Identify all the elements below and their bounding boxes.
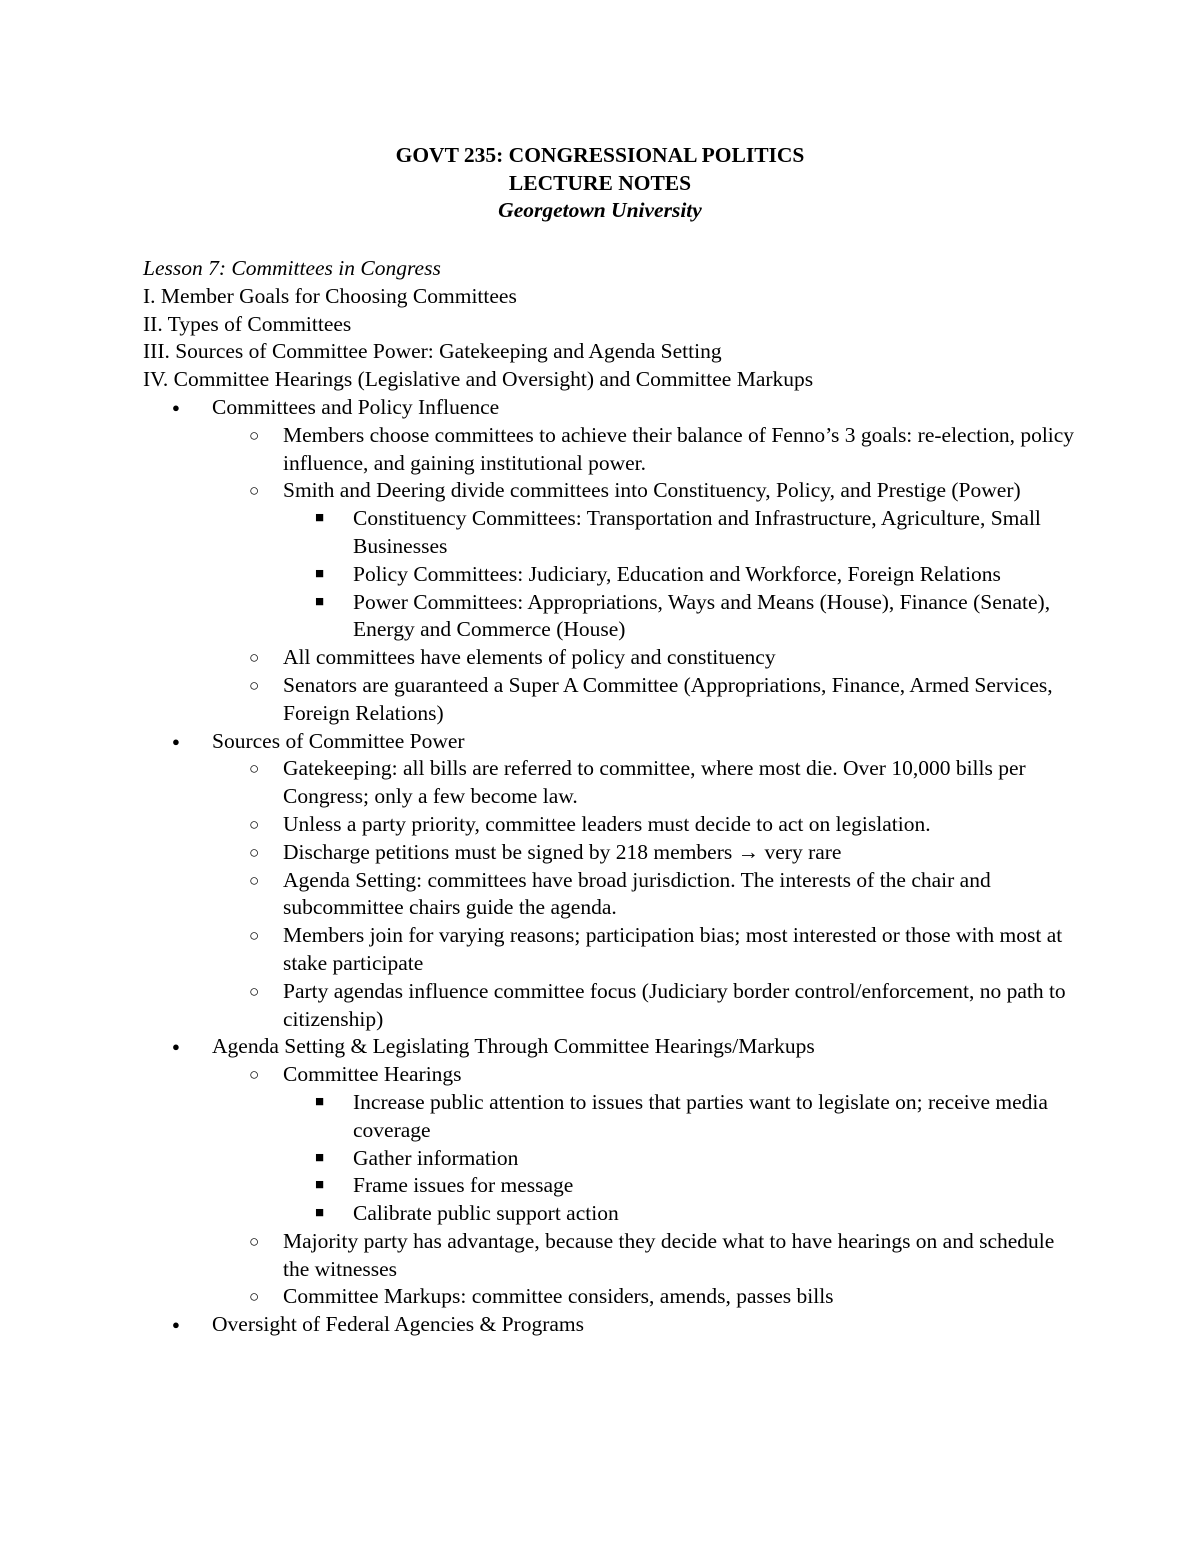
bullet-circle-icon: ○: [249, 1231, 260, 1251]
bullet-square-icon: ■: [315, 510, 325, 527]
bullet-circle-icon: ○: [249, 814, 260, 834]
section-heading: ● Agenda Setting & Legislating Through Committee Hearings/Markups: [143, 1033, 1083, 1061]
bullet-disc-icon: ●: [172, 733, 180, 749]
sub-list-item: ■ Gather information: [143, 1145, 1083, 1173]
list-item: ○ Agenda Setting: committees have broad jurisdiction. The interests of the chair and subcommittee chairs guide the agenda.: [249, 867, 991, 920]
list-item: ○ Gatekeeping: all bills are referred to committee, where most die. Over 10,000 bills per Congress; only a few become law.: [249, 756, 1026, 809]
sub-list-item: ■ Constituency Committees: Transportation and Infrastructure, Agriculture, Small Businesses: [315, 506, 1041, 558]
list-item: ○ Members join for varying reasons; participation bias; most interested or those with most at stake participate: [249, 923, 1063, 975]
outline-item: I. Member Goals for Choosing Committees: [143, 283, 517, 308]
bullet-circle-icon: ○: [249, 870, 260, 890]
list-item: ○ Smith and Deering divide committees into Constituency, Policy, and Prestige (Power): [143, 477, 1083, 505]
university-name: Georgetown University: [498, 198, 702, 222]
list-item: ○ Unless a party priority, committee leaders must decide to act on legislation.: [143, 811, 1083, 839]
list-item: ○ Party agendas influence committee focus (Judiciary border control/enforcement, no path to citizenship): [249, 978, 1066, 1031]
bullet-circle-icon: ○: [249, 842, 260, 862]
document-subtitle: LECTURE NOTES: [508, 170, 692, 195]
section-heading: ● Sources of Committee Power: [143, 728, 1083, 756]
bullet-circle-icon: ○: [249, 981, 260, 1001]
lesson-title: Lesson 7: Committees in Congress: [143, 256, 441, 280]
list-item: ○ Committee Hearings: [143, 1061, 1083, 1089]
bullet-disc-icon: ●: [172, 1039, 180, 1055]
bullet-circle-icon: ○: [249, 1287, 260, 1307]
bullet-disc-icon: ●: [172, 1317, 180, 1333]
outline-item: II. Types of Committees: [143, 311, 352, 336]
list-item: ○ Senators are guaranteed a Super A Committee (Appropriations, Finance, Armed Services, Foreign Relations): [249, 672, 1053, 725]
list-item: ○ Majority party has advantage, because they decide what to have hearings on and schedule the witnesses: [249, 1228, 1055, 1281]
list-item: ○ Members choose committees to achieve their balance of Fenno’s 3 goals: re-election, policy influence, and gaining institutional power.: [249, 422, 1075, 475]
notes-body: [143, 255, 1083, 1339]
bullet-square-icon: ■: [315, 1177, 325, 1194]
bullet-circle-icon: ○: [249, 481, 260, 501]
section-heading: ● Oversight of Federal Agencies & Programs: [143, 1311, 1083, 1339]
bullet-square-icon: ■: [315, 565, 325, 582]
bullet-circle-icon: ○: [249, 1065, 260, 1085]
sub-list-item: ■ Policy Committees: Judiciary, Education and Workforce, Foreign Relations: [143, 561, 1083, 589]
bullet-disc-icon: ●: [172, 399, 180, 415]
bullet-circle-icon: ○: [249, 759, 260, 779]
bullet-square-icon: ■: [315, 1149, 325, 1166]
course-title: GOVT 235: CONGRESSIONAL POLITICS: [395, 143, 805, 167]
section-heading: ● Committees and Policy Influence: [143, 394, 1083, 422]
bullet-square-icon: ■: [315, 1093, 325, 1110]
bullet-circle-icon: ○: [249, 425, 260, 445]
sub-list-item: ■ Power Committees: Appropriations, Ways and Means (House), Finance (Senate), Energy and Commerce (House): [315, 589, 1051, 642]
bullet-circle-icon: ○: [249, 648, 260, 668]
bullet-square-icon: ■: [315, 1205, 325, 1222]
list-item: ○ All committees have elements of policy and constituency: [143, 644, 1083, 672]
sub-list-item: ■ Calibrate public support action: [143, 1200, 1083, 1228]
list-item: ○ Discharge petitions must be signed by 218 members → very rare: [143, 839, 1083, 867]
outline-item: III. Sources of Committee Power: Gatekeeping and Agenda Setting: [143, 339, 722, 364]
outline-item: IV. Committee Hearings (Legislative and Oversight) and Committee Markups: [143, 367, 814, 392]
bullet-circle-icon: ○: [249, 926, 260, 946]
sub-list-item: ■ Frame issues for message: [143, 1172, 1083, 1200]
bullet-square-icon: ■: [315, 593, 325, 610]
list-item: ○ Committee Markups: committee considers, amends, passes bills: [143, 1283, 1083, 1311]
bullet-circle-icon: ○: [249, 675, 260, 695]
document-header: [0, 142, 1200, 225]
sub-list-item: ■ Increase public attention to issues that parties want to legislate on; receive media coverage: [315, 1089, 1048, 1142]
